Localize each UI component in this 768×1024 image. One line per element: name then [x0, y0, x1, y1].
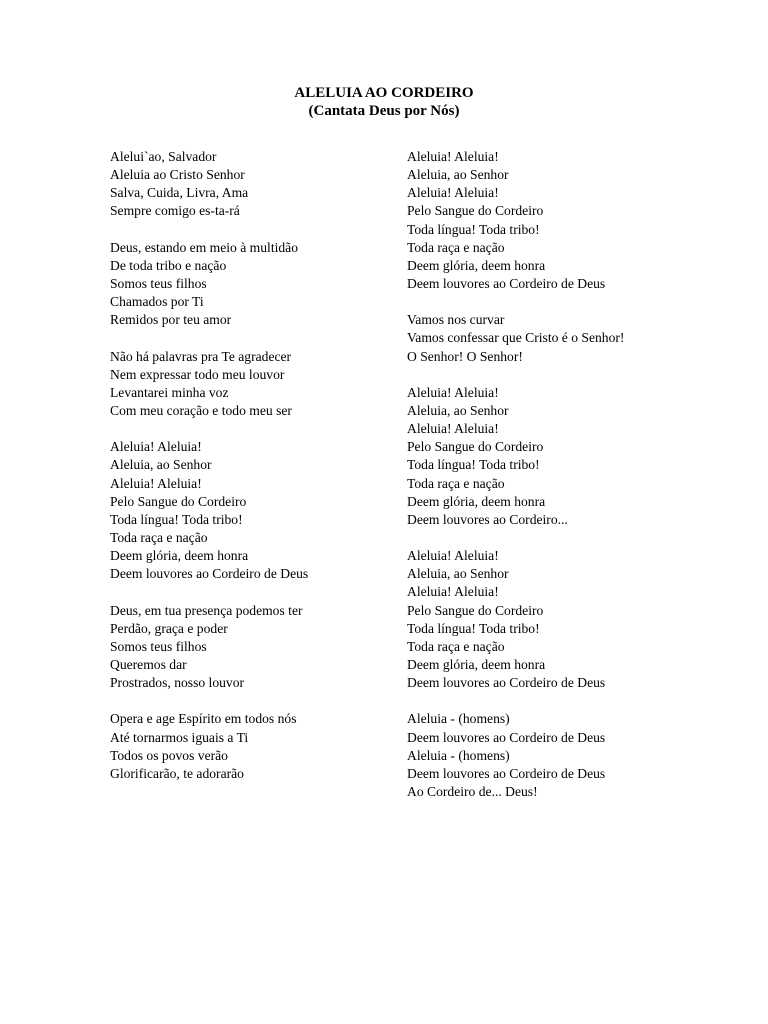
lyric-line: Aleluia! Aleluia!	[110, 439, 202, 455]
lyric-line: Levantarei minha voz	[110, 384, 229, 400]
lyric-line: Aleluia! Aleluia!	[407, 548, 499, 564]
lyric-line: Aleluia! Aleluia!	[110, 475, 202, 491]
lyric-line: Glorificarão, te adorarão	[110, 765, 244, 781]
lyric-line: Aleluia! Aleluia!	[407, 384, 499, 400]
lyric-line: Aleluia - (homens)	[407, 747, 510, 763]
lyric-line: Deus, em tua presença podemos ter	[110, 602, 303, 618]
stanza	[110, 348, 308, 421]
lyric-line: Deem louvores ao Cordeiro de Deus	[407, 729, 606, 745]
lyric-line: Pelo Sangue do Cordeiro	[407, 203, 544, 219]
lyric-line: Aleluia! Aleluia!	[407, 421, 499, 437]
lyric-line: Aleluia! Aleluia!	[407, 185, 499, 201]
lyric-line: Deem glória, deem honra	[407, 493, 546, 509]
lyric-line: Deem louvores ao Cordeiro de Deus	[407, 675, 606, 691]
lyric-line: Toda língua! Toda tribo!	[110, 511, 243, 527]
stanza	[110, 602, 308, 693]
lyric-line: Deem glória, deem honra	[407, 656, 546, 672]
lyric-line: Nem expressar todo meu louvor	[110, 366, 285, 382]
lyric-line: Toda raça e nação	[407, 239, 505, 255]
lyric-line: Toda raça e nação	[110, 529, 208, 545]
stanza	[407, 384, 624, 529]
stanza	[110, 239, 308, 330]
lyric-line: Aleluia! Aleluia!	[407, 584, 499, 600]
lyric-line: Pelo Sangue do Cordeiro	[407, 602, 544, 618]
lyric-line: Chamados por Ti	[110, 294, 204, 310]
lyric-line: Salva, Cuida, Livra, Ama	[110, 185, 249, 201]
lyric-line: Toda língua! Toda tribo!	[407, 221, 540, 237]
document-subtitle: (Cantata Deus por Nós)	[308, 103, 460, 119]
lyric-line: Somos teus filhos	[110, 638, 207, 654]
lyric-line: Aleluia - (homens)	[407, 711, 510, 727]
lyric-line: Deem glória, deem honra	[110, 548, 249, 564]
lyric-line: Remidos por teu amor	[110, 312, 232, 328]
lyric-line: Deus, estando em meio à multidão	[110, 239, 299, 255]
stanza	[407, 710, 624, 801]
lyric-line: Deem louvores ao Cordeiro de Deus	[407, 765, 606, 781]
lyric-line: Toda língua! Toda tribo!	[407, 457, 540, 473]
lyric-line: Pelo Sangue do Cordeiro	[407, 439, 544, 455]
lyric-line: Deem louvores ao Cordeiro...	[407, 511, 568, 527]
stanza	[110, 438, 308, 583]
lyric-line: Com meu coração e todo meu ser	[110, 402, 292, 418]
stanza	[407, 311, 624, 365]
lyric-line: Somos teus filhos	[110, 275, 207, 291]
lyric-line: Alelui`ao, Salvador	[110, 149, 217, 164]
lyric-line: Toda raça e nação	[407, 638, 505, 654]
lyric-line: Perdão, graça e poder	[110, 620, 228, 636]
document-title: ALELUIA AO CORDEIRO	[294, 85, 474, 101]
lyric-line: Opera e age Espírito em todos nós	[110, 711, 297, 727]
lyric-line: Aleluia, ao Senhor	[110, 457, 212, 473]
lyric-line: Deem louvores ao Cordeiro de Deus	[110, 566, 309, 582]
lyric-line: O Senhor! O Senhor!	[407, 348, 523, 364]
lyric-line: Aleluia, ao Senhor	[407, 167, 509, 183]
lyric-line: Pelo Sangue do Cordeiro	[110, 493, 247, 509]
lyric-line: Sempre comigo es-ta-rá	[110, 203, 240, 219]
lyric-line: Até tornarmos iguais a Ti	[110, 729, 249, 745]
lyric-line: Vamos nos curvar	[407, 312, 505, 328]
lyric-line: Deem glória, deem honra	[407, 257, 546, 273]
lyric-line: Vamos confessar que Cristo é o Senhor!	[407, 330, 625, 346]
lyric-line: Aleluia, ao Senhor	[407, 566, 509, 582]
lyric-line: Aleluia, ao Senhor	[407, 402, 509, 418]
lyric-line: Não há palavras pra Te agradecer	[110, 348, 292, 364]
stanza	[110, 710, 308, 783]
lyric-line: Ao Cordeiro de... Deus!	[407, 783, 538, 799]
stanza	[407, 148, 624, 293]
lyric-line: Queremos dar	[110, 656, 187, 672]
stanza	[407, 547, 624, 692]
lyric-line: Prostrados, nosso louvor	[110, 675, 245, 691]
lyric-line: Aleluia ao Cristo Senhor	[110, 167, 245, 183]
lyric-line: Deem louvores ao Cordeiro de Deus	[407, 275, 606, 291]
lyric-line: Toda raça e nação	[407, 475, 505, 491]
lyric-line: Todos os povos verão	[110, 747, 228, 763]
lyric-line: De toda tribo e nação	[110, 257, 227, 273]
lyric-line: Toda língua! Toda tribo!	[407, 620, 540, 636]
lyrics-left-column	[110, 148, 308, 801]
lyric-line: Aleluia! Aleluia!	[407, 149, 499, 164]
lyrics-right-column	[407, 148, 624, 819]
stanza	[110, 148, 308, 221]
